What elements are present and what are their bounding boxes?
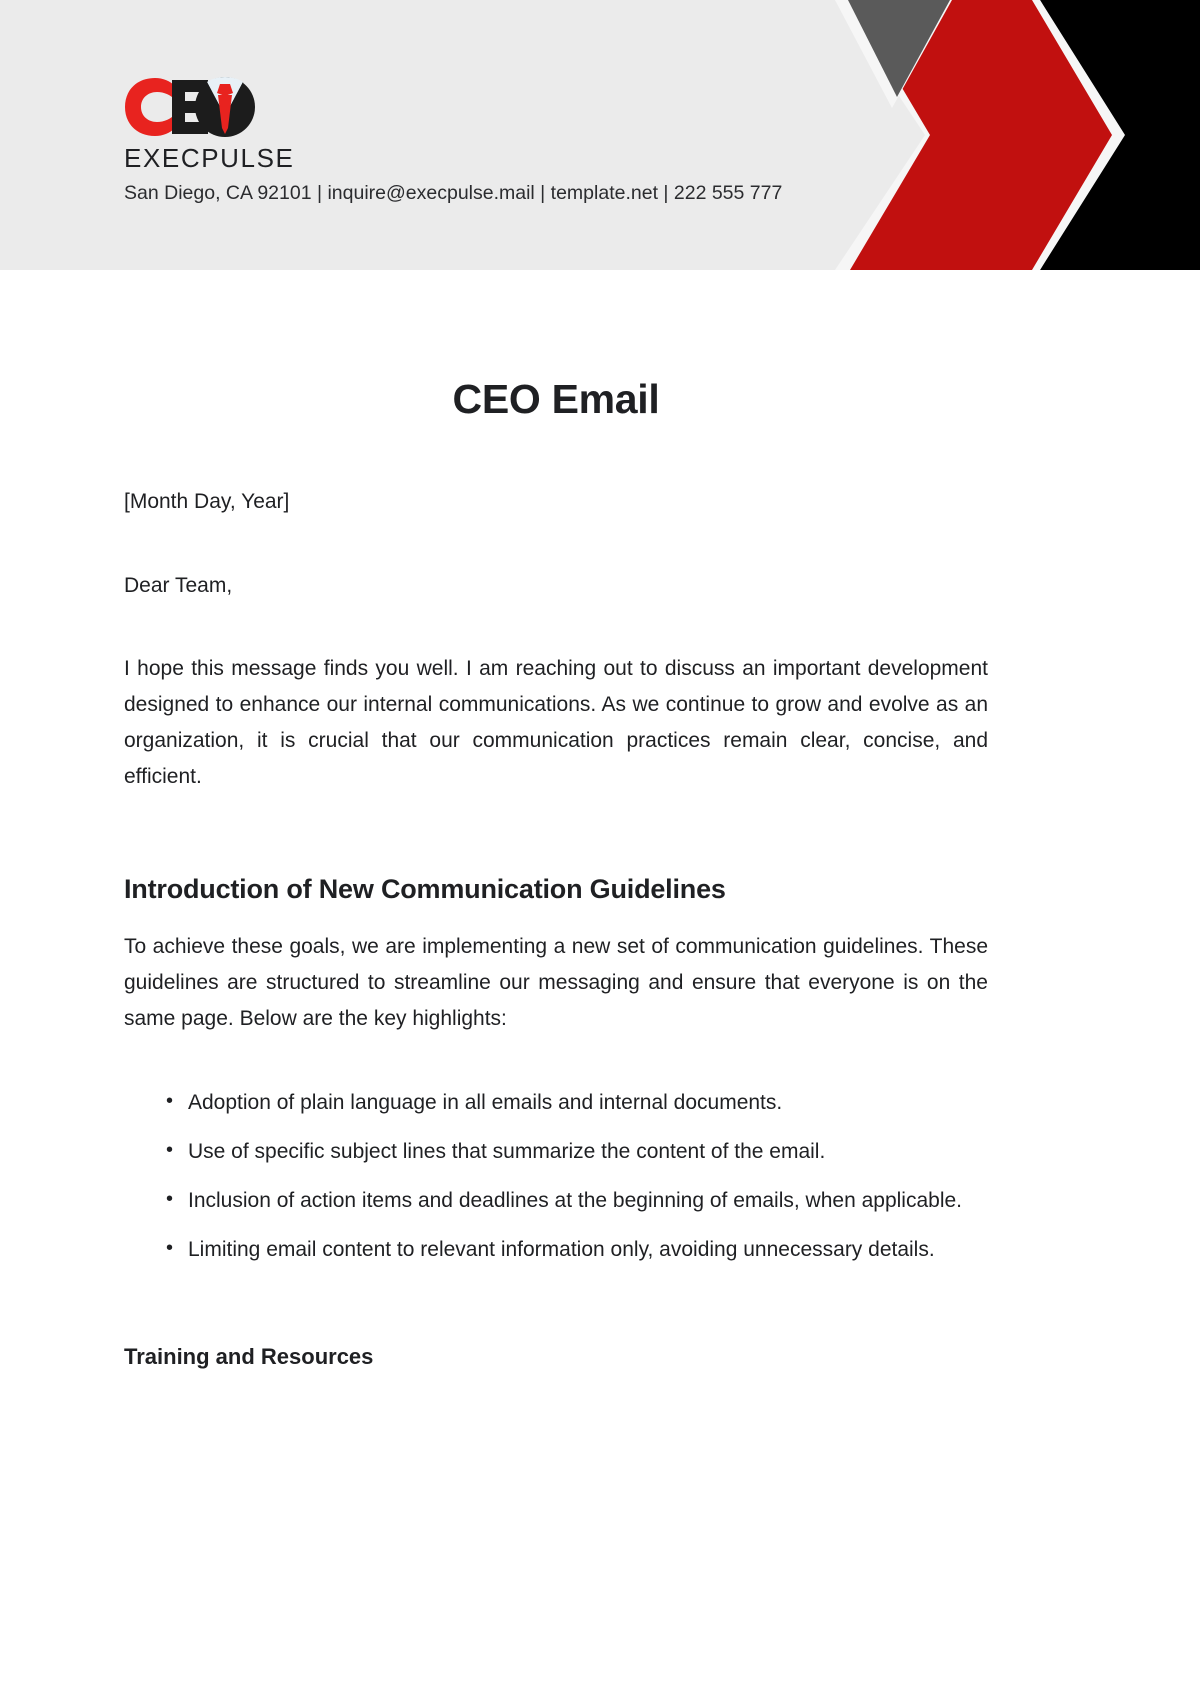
document-body — [124, 270, 988, 1372]
list-item: • Use of specific subject lines that summarize the content of the email. — [166, 1134, 988, 1170]
list-item: • Limiting email content to relevant information only, avoiding unnecessary details. — [166, 1232, 988, 1268]
guidelines-bullet-list — [124, 1037, 988, 1268]
header-geometric-decoration — [740, 0, 1200, 270]
page-title: CEO Email — [452, 376, 660, 422]
contact-info-line: San Diego, CA 92101 | inquire@execpulse.mail | template.net | 222 555 777 — [124, 181, 783, 204]
date-placeholder: [Month Day, Year] — [124, 490, 290, 514]
brand-name: EXECPULSE — [124, 143, 295, 173]
salutation: Dear Team, — [124, 573, 233, 597]
list-item: • Inclusion of action items and deadlines at the beginning of emails, when applicable. — [166, 1183, 988, 1219]
company-logo-block — [124, 76, 782, 205]
sub-heading-training-resources: Training and Resources — [124, 1344, 374, 1370]
section-paragraph: To achieve these goals, we are implementing a new set of communication guidelines. These guidelines are structured to streamline our messaging and ensure that everyone is on the same page. Below are the key highlights: — [124, 934, 988, 1030]
ceo-suit-logo-icon — [124, 76, 256, 138]
section-heading-guidelines: Introduction of New Communication Guidelines — [124, 873, 726, 904]
intro-paragraph: I hope this message finds you well. I am reaching out to discuss an important development designed to enhance our internal communications. As we continue to grow and evolve as an organization, it is crucial that our communication practices remain clear, concise, and efficient. — [124, 657, 988, 789]
letterhead-header — [0, 0, 1200, 270]
list-item: • Adoption of plain language in all emails and internal documents. — [166, 1085, 988, 1121]
